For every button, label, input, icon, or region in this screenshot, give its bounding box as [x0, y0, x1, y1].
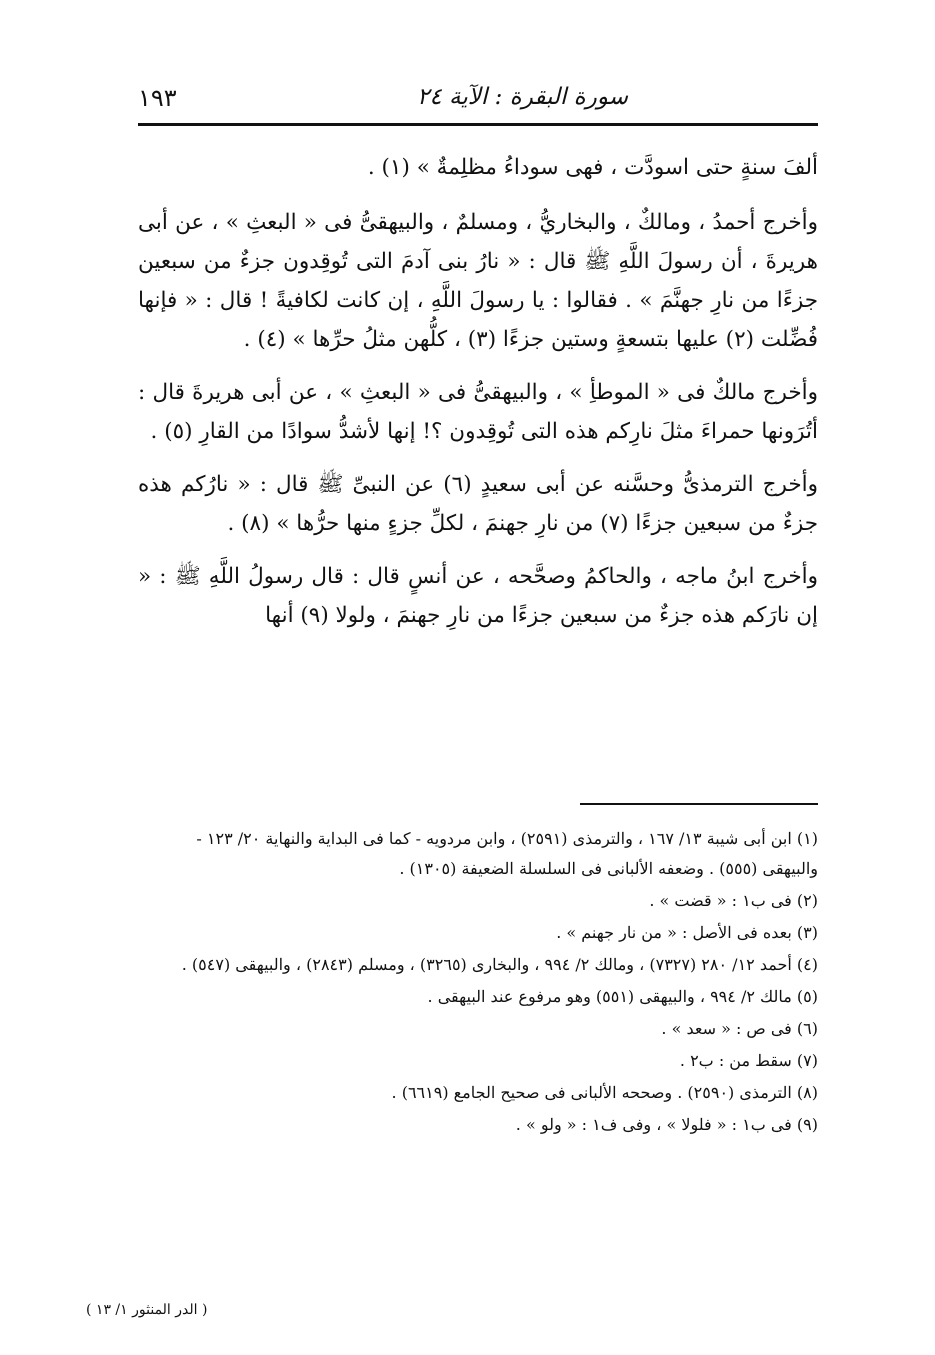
page-number: ١٩٣ [138, 84, 177, 112]
footnote: (٦) فى ص : « سعد » . [661, 1019, 818, 1038]
paragraph: ألفَ سنةٍ حتى اسودَّت ، فهى سوداءُ مظلِمةٌ » (١) . [367, 155, 818, 180]
signature-mark: ( الدر المنثور ١/ ١٣ ) [86, 1302, 208, 1318]
running-title: سورة البقرة : الآية ٢٤ [417, 84, 628, 110]
footnote: (٧) سقط من : ب٢ . [679, 1051, 818, 1070]
main-text [138, 148, 818, 649]
footnote: (٣) بعده فى الأصل : « من نار جهنم » . [556, 923, 818, 942]
footnote: (٤) أحمد ١٢/ ٢٨٠ (٧٣٢٧) ، ومالك ٢/ ٩٩٤ ، والبخارى (٣٢٦٥) ، ومسلم (٢٨٤٣) ، والبيهقى (٥٤٧) . [181, 955, 818, 974]
paragraph: وأخرج الترمذىُّ وحسَّنه عن أبى سعيدٍ (٦) عن النبىِّ ﷺ قال : « نارُكم هذه جزءٌ من سبعين جزءًا (٧) من نارِ جهنمَ ، لكلِّ جزءٍ منها حرُّها » (٨) . [138, 472, 818, 536]
footnote: (٥) مالك ٢/ ٩٩٤ ، والبيهقى (٥٥١) وهو مرفوع عند البيهقى . [427, 987, 818, 1006]
footnote: (٢) فى ب١ : « قضت » . [649, 891, 818, 910]
paragraph: وأخرج ابنُ ماجه ، والحاكمُ وصحَّحه ، عن أنسٍ قال : قال رسولُ اللَّهِ ﷺ : « إن نارَكم هذه جزءٌ من سبعين جزءًا من نارِ جهنمَ ، ولولا (٩) أنها [138, 564, 818, 628]
header-rule [138, 123, 818, 126]
footnote: (٩) فى ب١ : « فلولا » ، وفى ف١ : « ولو » . [515, 1115, 818, 1134]
page-header [138, 78, 818, 118]
footnote: (٨) الترمذى (٢٥٩٠) . وصححه الألبانى فى صحيح الجامع (٦٦١٩) . [391, 1083, 818, 1102]
footnote-separator [580, 803, 818, 805]
paragraph: وأخرج مالكٌ فى « الموطأِ » ، والبيهقىُّ فى « البعثِ » ، عن أبى هريرةَ قال : أتُرَونها حمراءَ مثلَ نارِكم هذه التى تُوقِدون ؟! إنها لأشدُّ سوادًا من القارِ (٥) . [138, 380, 818, 444]
footnote: (١) ابن أبى شيبة ١٣/ ١٦٧ ، والترمذى (٢٥٩١) ، وابن مردويه - كما فى البداية والنهاية ٢٠/ ١٢٣ - والبيهقى (٥٥٥) . وضعفه الألبانى فى السلسلة الضعيفة (١٣٠٥) . [196, 829, 818, 878]
paragraph: وأخرج أحمدُ ، ومالكٌ ، والبخاريُّ ، ومسلمٌ ، والبيهقىُّ فى « البعثِ » ، عن أبى هريرةَ ، أن رسولَ اللَّهِ ﷺ قال : « نارُ بنى آدمَ التى تُوقِدون جزءٌ من سبعين جزءًا من نارِ جهنَّمَ » . فقالوا : يا رسولَ اللَّهِ ، إن كانت لكافيةً ! قال : « فإنها فُضِّلت (٢) عليها بتسعةٍ وستين جزءًا (٣) ، كلُّهن مثلُ حرِّها » (٤) . [138, 210, 818, 352]
footnotes [138, 824, 818, 1142]
